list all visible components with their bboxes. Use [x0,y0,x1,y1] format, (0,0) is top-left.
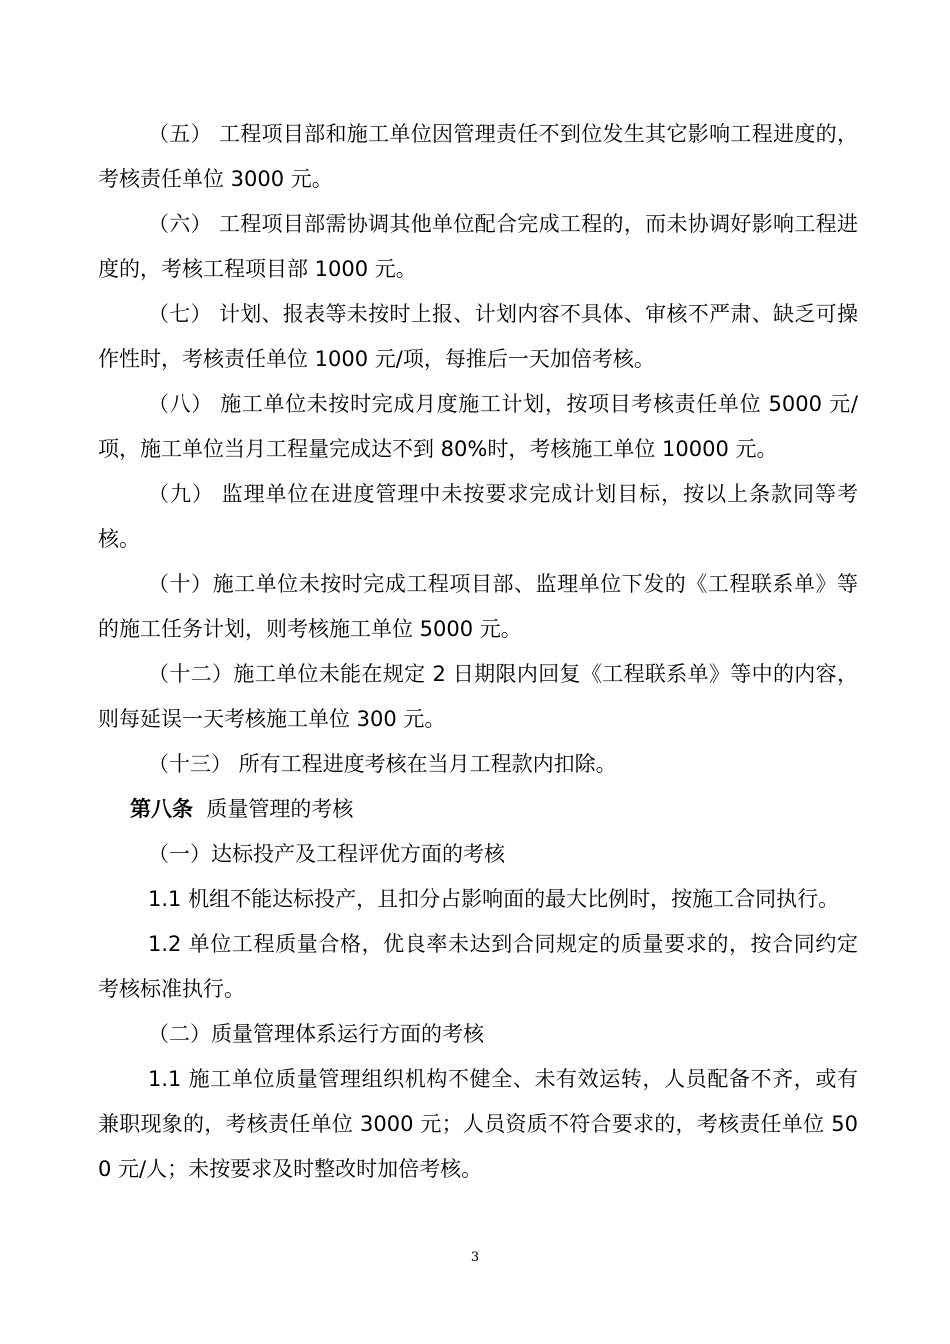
section-1-title: （一）达标投产及工程评优方面的考核 [148,842,505,866]
page-number: 3 [470,1250,480,1265]
clause-10: （十）施工单位未按时完成工程项目部、监理单位下发的《工程联系单》等的施工任务计划，则考核施工单位 5000 元。 [98,572,858,641]
article-8-title: 质量管理的考核 [206,797,354,821]
clause-6: （六） 工程项目部需协调其他单位配合完成工程的，而未协调好影响工程进度的，考核工程项目部 1000 元。 [98,212,858,281]
clause-9: （九） 监理单位在进度管理中未按要求完成计划目标，按以上条款同等考核。 [98,482,858,551]
clause-12: （十二）施工单位未能在规定 2 日期限内回复《工程联系单》等中的内容，则每延误一天考核施工单位 300 元。 [98,662,858,731]
section-1-item-1: 1.1 机组不能达标投产，且扣分占影响面的最大比例时，按施工合同执行。 [148,887,840,911]
section-2-title: （二）质量管理体系运行方面的考核 [148,1022,484,1046]
section-2-item-1: 1.1 施工单位质量管理组织机构不健全、未有效运转，人员配备不齐，或有兼职现象的，考核责任单位 3000 元；人员资质不符合要求的，考核责任单位 500 元/人；未按要求及时整改时加倍考核。 [98,1067,858,1181]
document-body [98,112,858,1192]
article-8-heading [98,787,858,832]
clause-5: （五） 工程项目部和施工单位因管理责任不到位发生其它影响工程进度的，考核责任单位 3000 元。 [98,122,858,191]
section-1-item-2: 1.2 单位工程质量合格，优良率未达到合同规定的质量要求的，按合同约定考核标准执行。 [98,932,858,1001]
clause-8: （八） 施工单位未按时完成月度施工计划，按项目考核责任单位 5000 元/项，施工单位当月工程量完成达不到 80%时，考核施工单位 10000 元。 [98,392,858,461]
clause-7: （七） 计划、报表等未按时上报、计划内容不具体、审核不严肃、缺乏可操作性时，考核责任单位 1000 元/项，每推后一天加倍考核。 [98,302,858,371]
article-8-label: 第八条 [130,797,193,821]
clause-13: （十三） 所有工程进度考核在当月工程款内扣除。 [148,752,617,776]
